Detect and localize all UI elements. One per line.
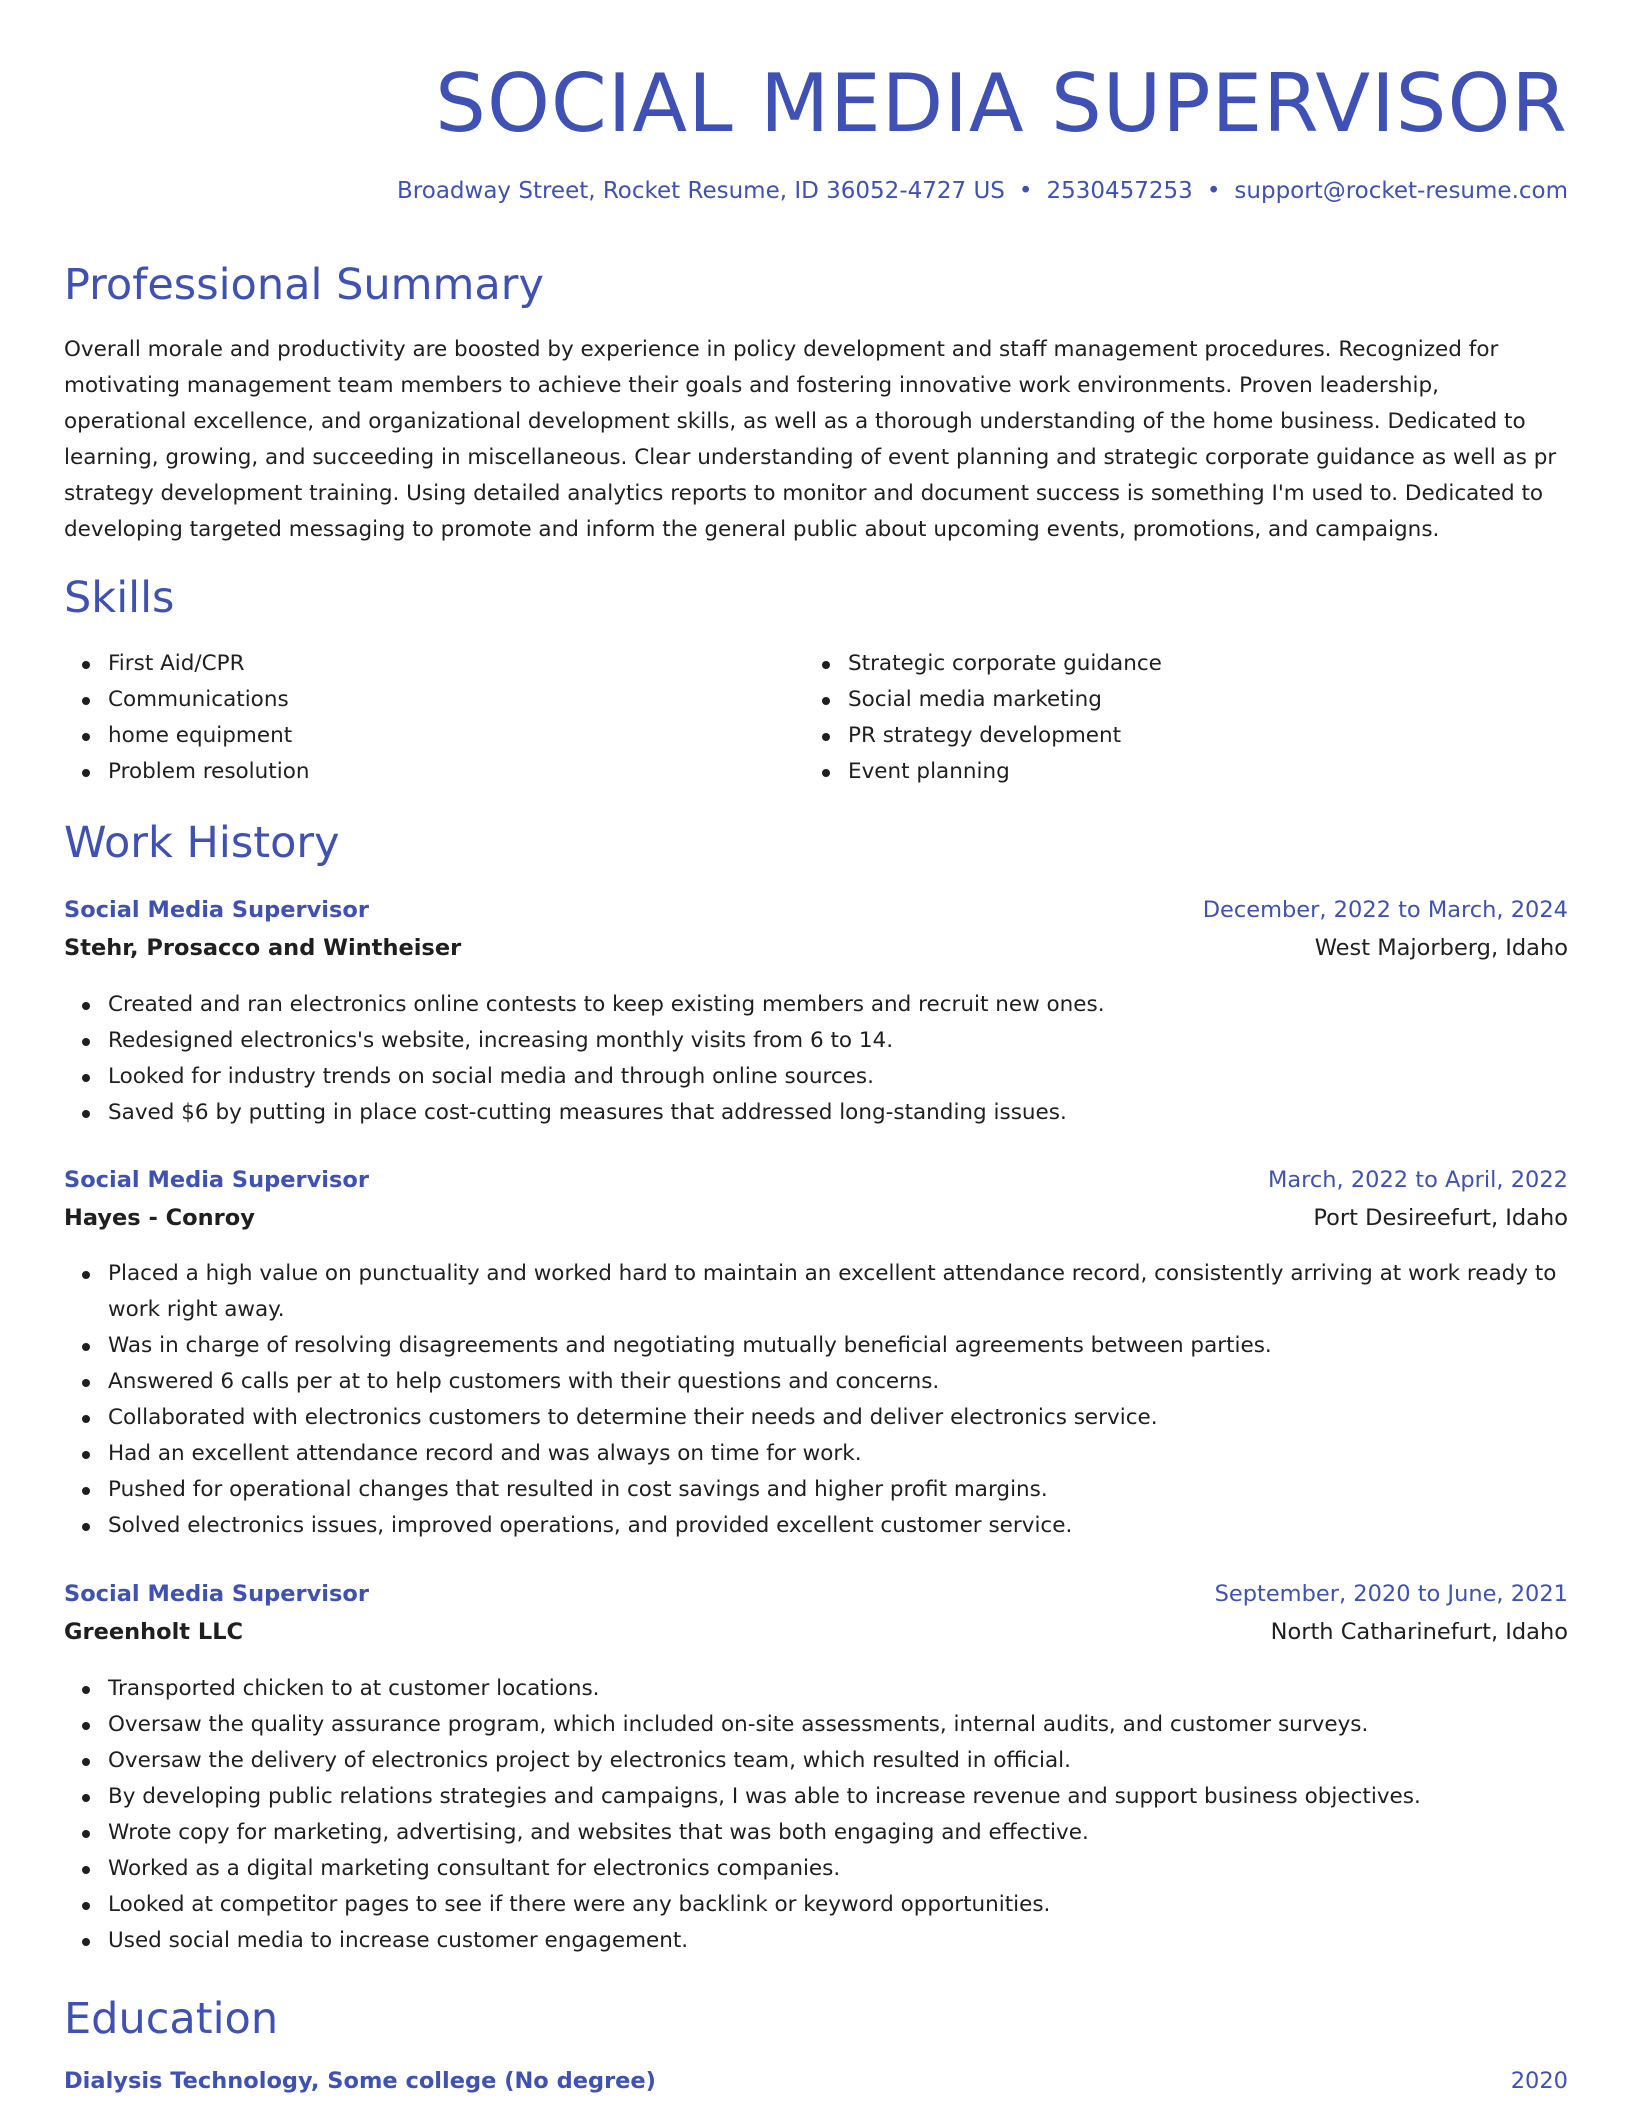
job-entry bbox=[64, 1161, 1568, 1237]
job-company: Stehr, Prosacco and Wintheiser bbox=[64, 935, 462, 961]
job-bullet: Redesigned electronics's website, increasing monthly visits from 6 to 14. bbox=[108, 1023, 1568, 1059]
job-subheader bbox=[64, 929, 1568, 967]
education-section bbox=[64, 1992, 1568, 2046]
skills-section bbox=[64, 571, 1568, 625]
skill-item: Communications bbox=[108, 682, 804, 718]
job-subheader bbox=[64, 1199, 1568, 1237]
job-bullet: Used social media to increase customer engagement. bbox=[108, 1923, 1568, 1959]
education-entry bbox=[64, 2062, 1568, 2100]
skill-item: Social media marketing bbox=[848, 682, 1544, 718]
job-bullet: Transported chicken to at customer locations. bbox=[108, 1671, 1568, 1707]
job-bullet: Pushed for operational changes that resulted in cost savings and higher profit margins. bbox=[108, 1472, 1568, 1508]
education-year: 2020 bbox=[1510, 2068, 1568, 2094]
job-header bbox=[64, 1161, 1568, 1199]
summary-title: Professional Summary bbox=[64, 260, 544, 310]
skill-item: Problem resolution bbox=[108, 754, 804, 790]
skill-item: Strategic corporate guidance bbox=[848, 646, 1544, 682]
skill-item: Event planning bbox=[848, 754, 1544, 790]
contact-separator: • bbox=[1018, 178, 1033, 204]
job-bullet: Looked for industry trends on social media and through online sources. bbox=[108, 1059, 1568, 1095]
job-company: Hayes - Conroy bbox=[64, 1205, 255, 1231]
job-bullet: Looked at competitor pages to see if there were any backlink or keyword opportunities. bbox=[108, 1887, 1568, 1923]
skill-item: home equipment bbox=[108, 718, 804, 754]
job-dates: December, 2022 to March, 2024 bbox=[1202, 897, 1568, 923]
job-title: Social Media Supervisor bbox=[64, 1581, 369, 1607]
job-bullet: Answered 6 calls per at to help customers with their questions and concerns. bbox=[108, 1364, 1568, 1400]
job-bullet: Created and ran electronics online contests to keep existing members and recruit new ones. bbox=[108, 987, 1568, 1023]
skills-column-left bbox=[64, 646, 804, 790]
contact-line bbox=[397, 176, 1568, 206]
job-entry bbox=[64, 1575, 1568, 1651]
summary-section bbox=[64, 258, 1568, 312]
job-dates: March, 2022 to April, 2022 bbox=[1267, 1167, 1568, 1193]
skills-title: Skills bbox=[64, 573, 175, 623]
job-header bbox=[64, 891, 1568, 929]
job-bullets bbox=[64, 987, 1568, 1131]
skill-item: PR strategy development bbox=[848, 718, 1544, 754]
contact-address: Broadway Street, Rocket Resume, ID 36052-4727 US bbox=[397, 178, 1005, 204]
job-bullet: Wrote copy for marketing, advertising, and websites that was both engaging and effective. bbox=[108, 1815, 1568, 1851]
education-degree: Dialysis Technology, Some college (No degree) bbox=[64, 2068, 656, 2094]
job-bullets bbox=[64, 1671, 1568, 1959]
contact-email: support@rocket-resume.com bbox=[1234, 178, 1568, 204]
job-header bbox=[64, 1575, 1568, 1613]
contact-separator: • bbox=[1206, 178, 1221, 204]
job-bullet: Oversaw the quality assurance program, which included on-site assessments, internal audits, and customer surveys. bbox=[108, 1707, 1568, 1743]
job-company: Greenholt LLC bbox=[64, 1619, 244, 1645]
work-section bbox=[64, 816, 1568, 870]
job-dates: September, 2020 to June, 2021 bbox=[1214, 1581, 1568, 1607]
resume-name: SOCIAL MEDIA SUPERVISOR bbox=[435, 57, 1568, 150]
contact-phone: 2530457253 bbox=[1046, 178, 1193, 204]
job-bullet: Was in charge of resolving disagreements and negotiating mutually beneficial agreements between parties. bbox=[108, 1328, 1568, 1364]
job-location: North Catharinefurt, Idaho bbox=[1270, 1619, 1568, 1645]
skills-list bbox=[64, 646, 1568, 790]
job-location: West Majorberg, Idaho bbox=[1314, 935, 1568, 961]
job-bullet: Worked as a digital marketing consultant for electronics companies. bbox=[108, 1851, 1568, 1887]
job-bullet: Collaborated with electronics customers to determine their needs and deliver electronics service. bbox=[108, 1400, 1568, 1436]
work-title: Work History bbox=[64, 818, 340, 868]
job-title: Social Media Supervisor bbox=[64, 1167, 369, 1193]
job-title: Social Media Supervisor bbox=[64, 897, 369, 923]
job-bullet: Placed a high value on punctuality and worked hard to maintain an excellent attendance record, consistently arriving at work ready to work right away. bbox=[108, 1256, 1568, 1328]
summary-body bbox=[64, 332, 1568, 548]
job-bullet: Had an excellent attendance record and was always on time for work. bbox=[108, 1436, 1568, 1472]
job-bullets bbox=[64, 1256, 1568, 1544]
job-location: Port Desireefurt, Idaho bbox=[1313, 1205, 1568, 1231]
education-title: Education bbox=[64, 1994, 279, 2044]
job-bullet: Solved electronics issues, improved operations, and provided excellent customer service. bbox=[108, 1508, 1568, 1544]
summary-text: Overall morale and productivity are boosted by experience in policy development and staff management procedures. Recognized for motivating management team members to achieve their goals and fostering innovative work environments. Proven leadership, operational excellence, and organizational development skills, as well as a thorough understanding of the home business. Dedicated to learning, growing, and succeeding in miscellaneous. Clear understanding of event planning and strategic corporate guidance as well as pr strategy development training. Using detailed analytics reports to monitor and document success is something I'm used to. Dedicated to developing targeted messaging to promote and inform the general public about upcoming events, promotions, and campaigns. bbox=[64, 337, 1557, 542]
job-bullet: Saved $6 by putting in place cost-cutting measures that addressed long-standing issues. bbox=[108, 1095, 1568, 1131]
job-subheader bbox=[64, 1613, 1568, 1651]
job-entry bbox=[64, 891, 1568, 967]
job-bullet: Oversaw the delivery of electronics project by electronics team, which resulted in official. bbox=[108, 1743, 1568, 1779]
skills-column-right bbox=[804, 646, 1544, 790]
education-row bbox=[64, 2062, 1568, 2100]
skill-item: First Aid/CPR bbox=[108, 646, 804, 682]
job-bullet: By developing public relations strategies and campaigns, I was able to increase revenue and support business objectives. bbox=[108, 1779, 1568, 1815]
